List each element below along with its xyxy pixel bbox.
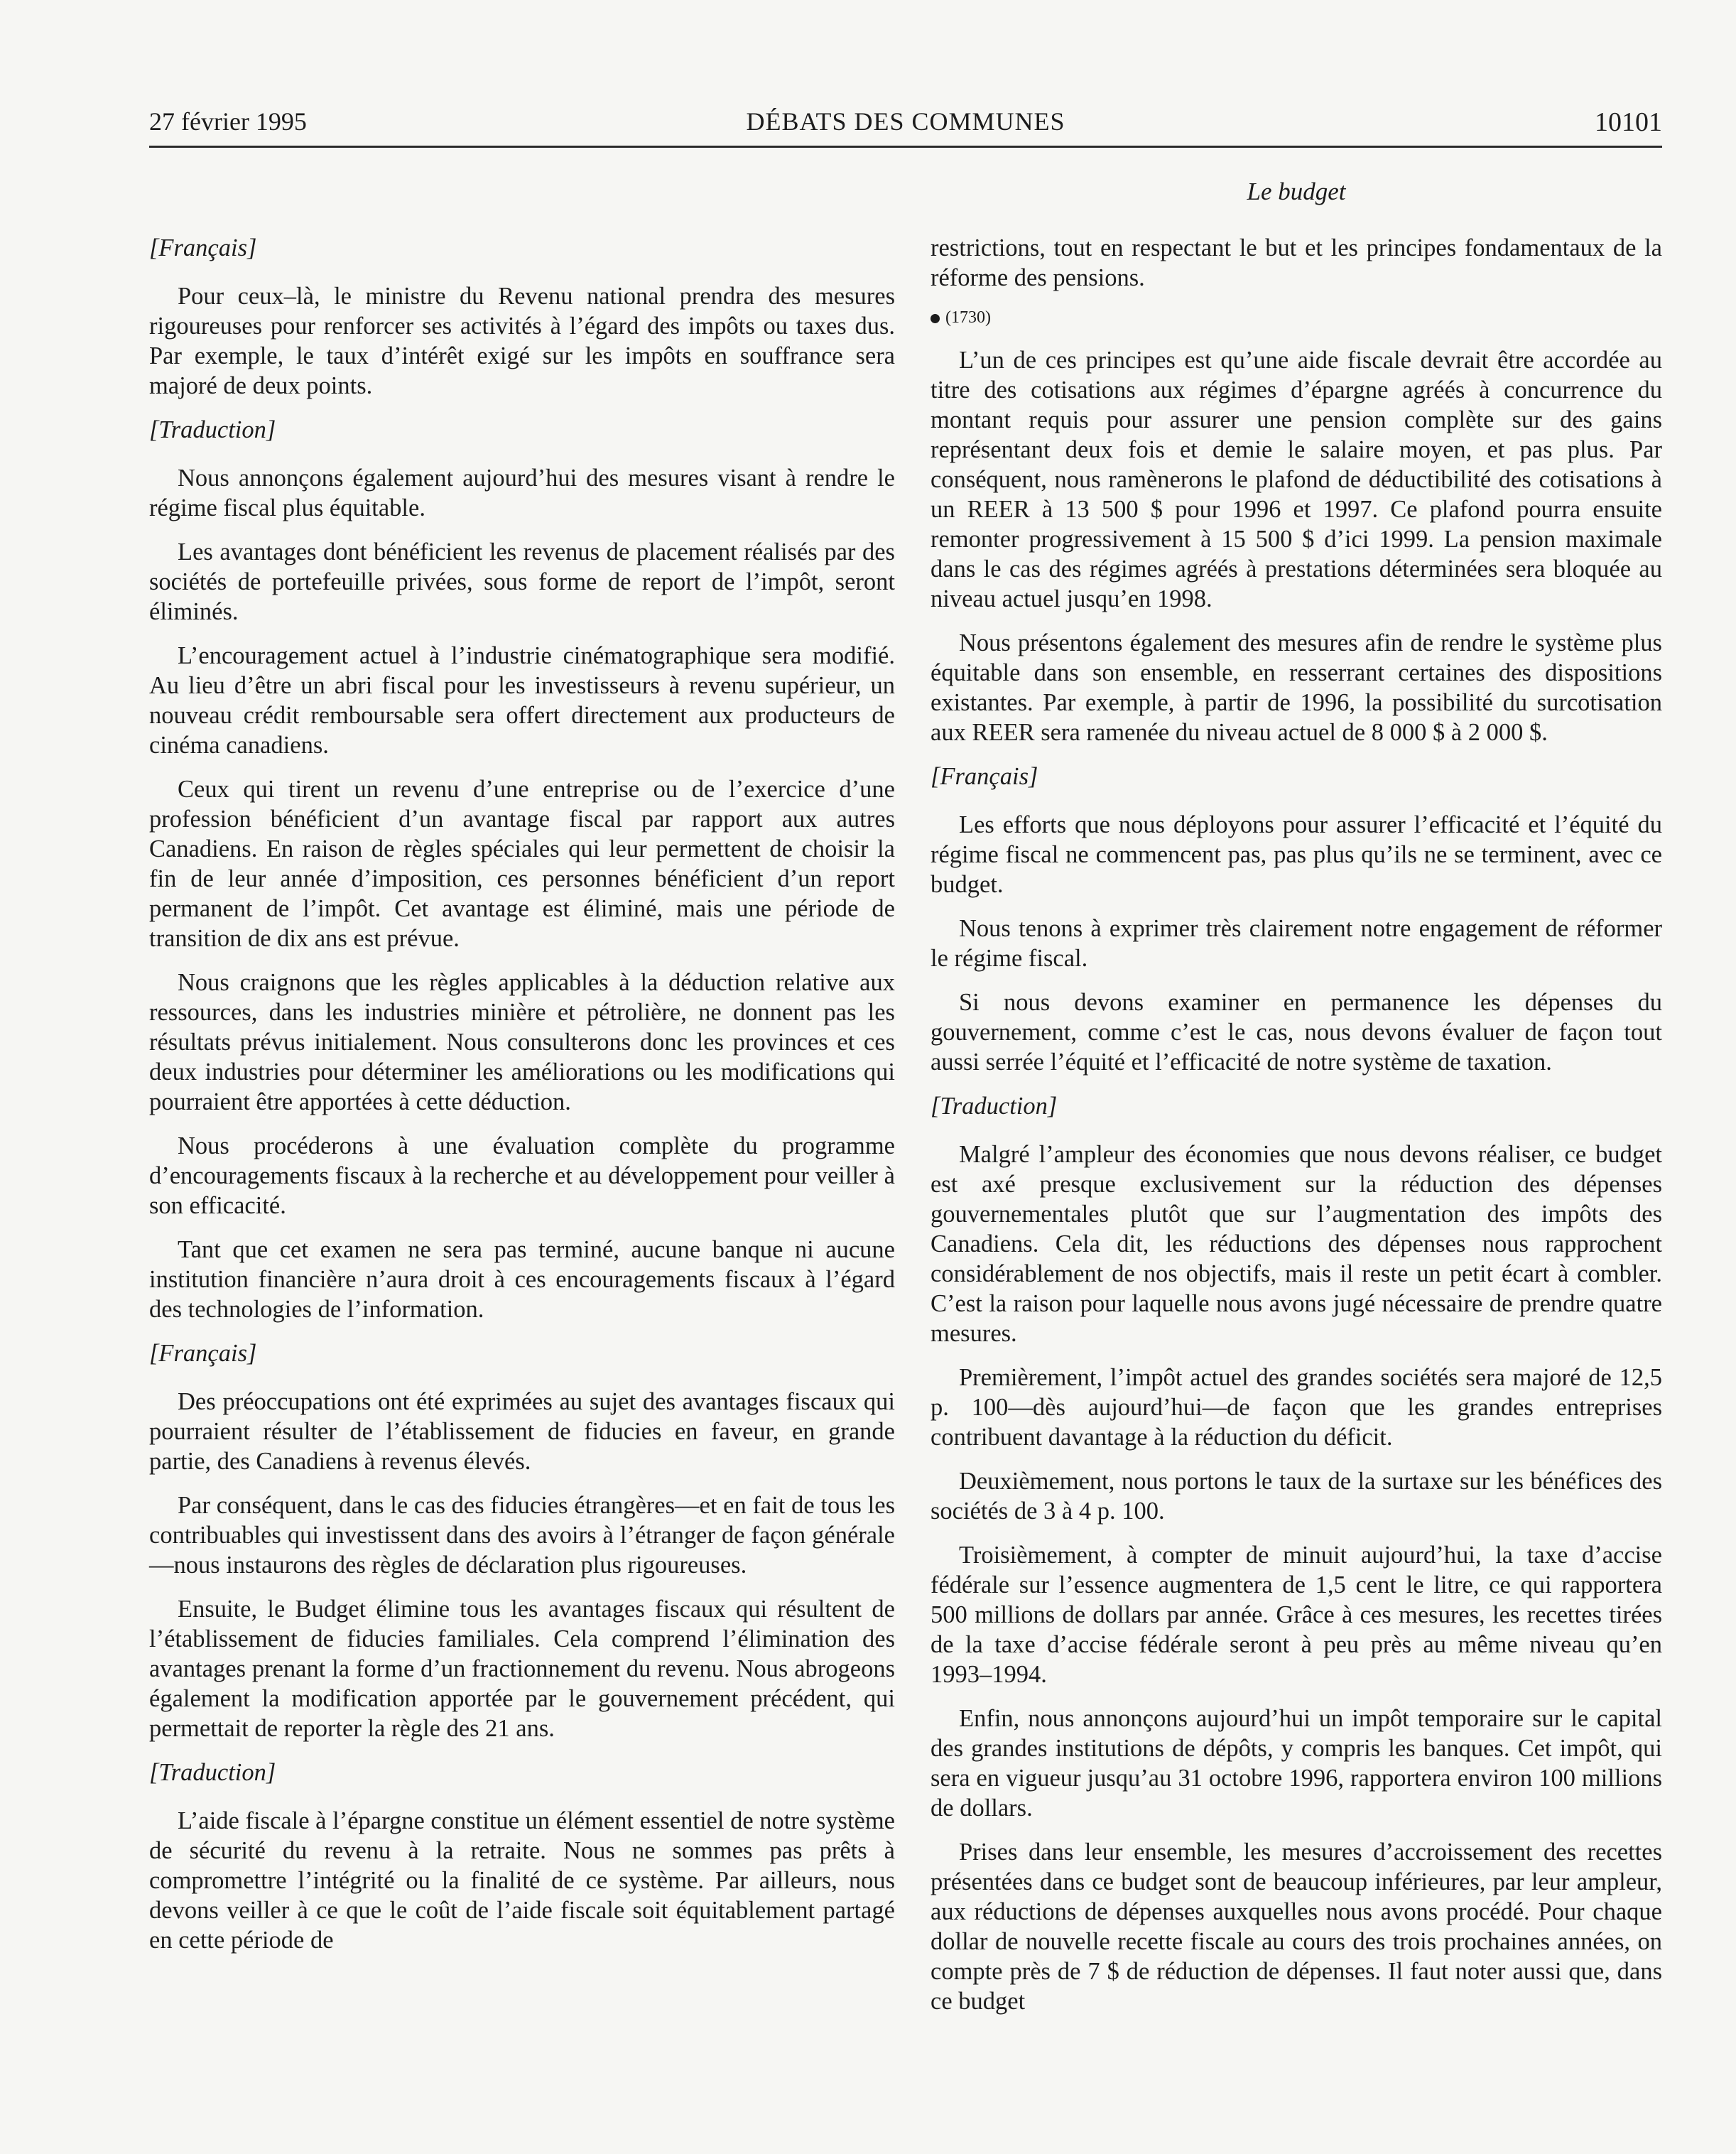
time-stamp-text: (1730) xyxy=(945,308,991,327)
header-title: DÉBATS DES COMMUNES xyxy=(746,107,1065,136)
paragraph: Tant que cet examen ne sera pas terminé, aucune banque ni aucune institution financière n’aura droit à ces encouragements fiscaux à l’égard des technologies de l’information. xyxy=(149,1236,895,1323)
paragraph: Ensuite, le Budget élimine tous les avantages fiscaux qui résultent de l’établissement de fiducies familiales. Cela comprend l’élimination des avantages prenant la forme d’un fractionnement du revenu. Nous abrogeons également la modification apportée par le gouvernement précédent, qui permettait de reporter la règle des 21 ans. xyxy=(149,1596,895,1742)
paragraph: Ceux qui tirent un revenu d’une entreprise ou de l’exercice d’une profession bénéficient d’un avantage fiscal par rapport aux autres Canadiens. En raison de règles spéciales qui leur permettent de choisir la fin de leur année d’imposition, ces personnes bénéficient d’un report permanent de l’impôt. Cet avantage est éliminé, mais une période de transition de dix ans est prévue. xyxy=(149,776,895,952)
paragraph: Les avantages dont bénéficient les revenus de placement réalisés par des sociétés de portefeuille privées, sous forme de report de l’impôt, seront éliminés. xyxy=(149,538,895,625)
paragraph: Malgré l’ampleur des économies que nous devons réaliser, ce budget est axé presque exclusivement sur la réduction des dépenses gouvernementales plutôt que sur l’augmentation des impôts des Canadiens. Cela dit, les réductions des dépenses nous rapprochent considérablement de nos objectifs, mais il reste un petit écart à combler. C’est la raison pour laquelle nous avons jugé nécessaire de prendre quatre mesures. xyxy=(931,1141,1662,1347)
paragraph: Troisièmement, à compter de minuit aujourd’hui, la taxe d’accise fédérale sur l’essence augmentera de 1,5 cent le litre, ce qui rapportera 500 millions de dollars par année. Grâce à ces mesures, les recettes tirées de la taxe d’accise fédérale seront à peu près au même niveau qu’en 1993–1994. xyxy=(931,1542,1662,1688)
language-marker: [Traduction] xyxy=(931,1093,1058,1120)
page-number: 10101 xyxy=(1595,107,1662,137)
paragraph: Des préoccupations ont été exprimées au sujet des avantages fiscaux qui pourraient résulter de l’établissement de fiducies en faveur, en grande partie, des Canadiens à revenus élevés. xyxy=(149,1388,895,1475)
paragraph: Nous annonçons également aujourd’hui des mesures visant à rendre le régime fiscal plus équitable. xyxy=(149,465,895,521)
paragraph: Nous présentons également des mesures afin de rendre le système plus équitable dans son ensemble, en resserrant certaines des dispositions existantes. Par exemple, à partir de 1996, la possibilité du surcotisation aux REER sera ramenée du niveau actuel de 8 000 $ à 2 000 $. xyxy=(931,629,1662,746)
paragraph: L’aide fiscale à l’épargne constitue un élément essentiel de notre système de sécurité du revenu à la retraite. Nous ne sommes pas prêts à compromettre l’intégrité ou la finalité de ce système. Par ailleurs, nous devons veiller à ce que le coût de l’aide fiscale soit équitablement partagé en cette période de xyxy=(149,1807,895,1954)
paragraph: Si nous devons examiner en permanence les dépenses du gouvernement, comme c’est le cas, nous devons évaluer de façon tout aussi serrée l’équité et l’efficacité de notre système de taxation. xyxy=(931,989,1662,1076)
language-marker: [Français] xyxy=(149,234,257,261)
paragraph: Nous craignons que les règles applicables à la déduction relative aux ressources, dans les industries minière et pétrolière, ne donnent pas les résultats prévus initialement. Nous consulterons donc les provinces et ces deux industries pour déterminer les améliorations ou les modifications qui pourraient être apportées à cette déduction. xyxy=(149,969,895,1115)
right-column xyxy=(931,233,1662,2030)
paragraph: Pour ceux–là, le ministre du Revenu national prendra des mesures rigoureuses pour renforcer ses activités à l’égard des impôts ou taxes dus. Par exemple, le taux d’intérêt exigé sur les impôts en souffrance sera majoré de deux points. xyxy=(149,283,895,399)
paragraph: Nous tenons à exprimer très clairement notre engagement de réformer le régime fiscal. xyxy=(931,915,1662,972)
language-marker: [Traduction] xyxy=(149,1759,276,1786)
bullet-icon xyxy=(931,314,940,323)
left-column xyxy=(149,233,895,1969)
language-marker: [Français] xyxy=(149,1340,257,1367)
paragraph: Premièrement, l’impôt actuel des grandes sociétés sera majoré de 12,5 p. 100—dès aujourd’hui—de façon que les grandes entreprises contribuent davantage à la réduction du déficit. xyxy=(931,1364,1662,1451)
language-marker: [Traduction] xyxy=(149,416,276,443)
paragraph: L’encouragement actuel à l’industrie cinématographique sera modifié. Au lieu d’être un abri fiscal pour les investisseurs à revenu supérieur, un nouveau crédit remboursable sera offert directement aux producteurs de cinéma canadiens. xyxy=(149,642,895,759)
paragraph: Nous procéderons à une évaluation complète du programme d’encouragements fiscaux à la recherche et au développement pour veiller à son efficacité. xyxy=(149,1132,895,1219)
section-title: Le budget xyxy=(1247,178,1346,205)
header-date: 27 février 1995 xyxy=(149,107,307,136)
paragraph: L’un de ces principes est qu’une aide fiscale devrait être accordée au titre des cotisations aux régimes d’épargne agréés à concurrence du montant requis pour assurer une pension complète sur des gains représentant deux fois et demie le salaire moyen, et pas plus. Par conséquent, nous ramènerons le plafond de déductibilité des cotisations à un REER à 13 500 $ pour 1996 et 1997. Ce plafond pourra ensuite remonter progressivement à 15 500 $ d’ici 1999. La pension maximale dans le cas des régimes agréés à prestations déterminées sera bloquée au niveau actuel jusqu’en 1998. xyxy=(931,347,1662,612)
time-stamp xyxy=(931,307,1662,328)
language-marker: [Français] xyxy=(931,763,1038,790)
paragraph: Enfin, nous annonçons aujourd’hui un impôt temporaire sur le capital des grandes institutions de dépôts, y compris les banques. Cet impôt, qui sera en vigueur jusqu’au 31 octobre 1996, rapportera environ 100 millions de dollars. xyxy=(931,1705,1662,1822)
page-header xyxy=(149,107,1662,142)
paragraph: Les efforts que nous déployons pour assurer l’efficacité et l’équité du régime fiscal ne commencent pas, pas plus qu’ils ne se terminent, avec ce budget. xyxy=(931,811,1662,898)
paragraph: Par conséquent, dans le cas des fiducies étrangères—et en fait de tous les contribuables qui investissent dans des avoirs à l’étranger de façon générale—nous instaurons des règles de déclaration plus rigoureuses. xyxy=(149,1492,895,1579)
paragraph: Prises dans leur ensemble, les mesures d’accroissement des recettes présentées dans ce budget sont de beaucoup inférieures, par leur ampleur, aux réductions de dépenses auxquelles nous avons procédé. Pour chaque dollar de nouvelle recette fiscale au cours des trois prochaines années, on compte près de 7 $ de réduction de dépenses. Il faut noter aussi que, dans ce budget xyxy=(931,1839,1662,2015)
paragraph: restrictions, tout en respectant le but et les principes fondamentaux de la réforme des pensions. xyxy=(931,234,1662,291)
paragraph: Deuxièmement, nous portons le taux de la surtaxe sur les bénéfices des sociétés de 3 à 4 p. 100. xyxy=(931,1468,1662,1525)
header-rule xyxy=(149,146,1662,148)
